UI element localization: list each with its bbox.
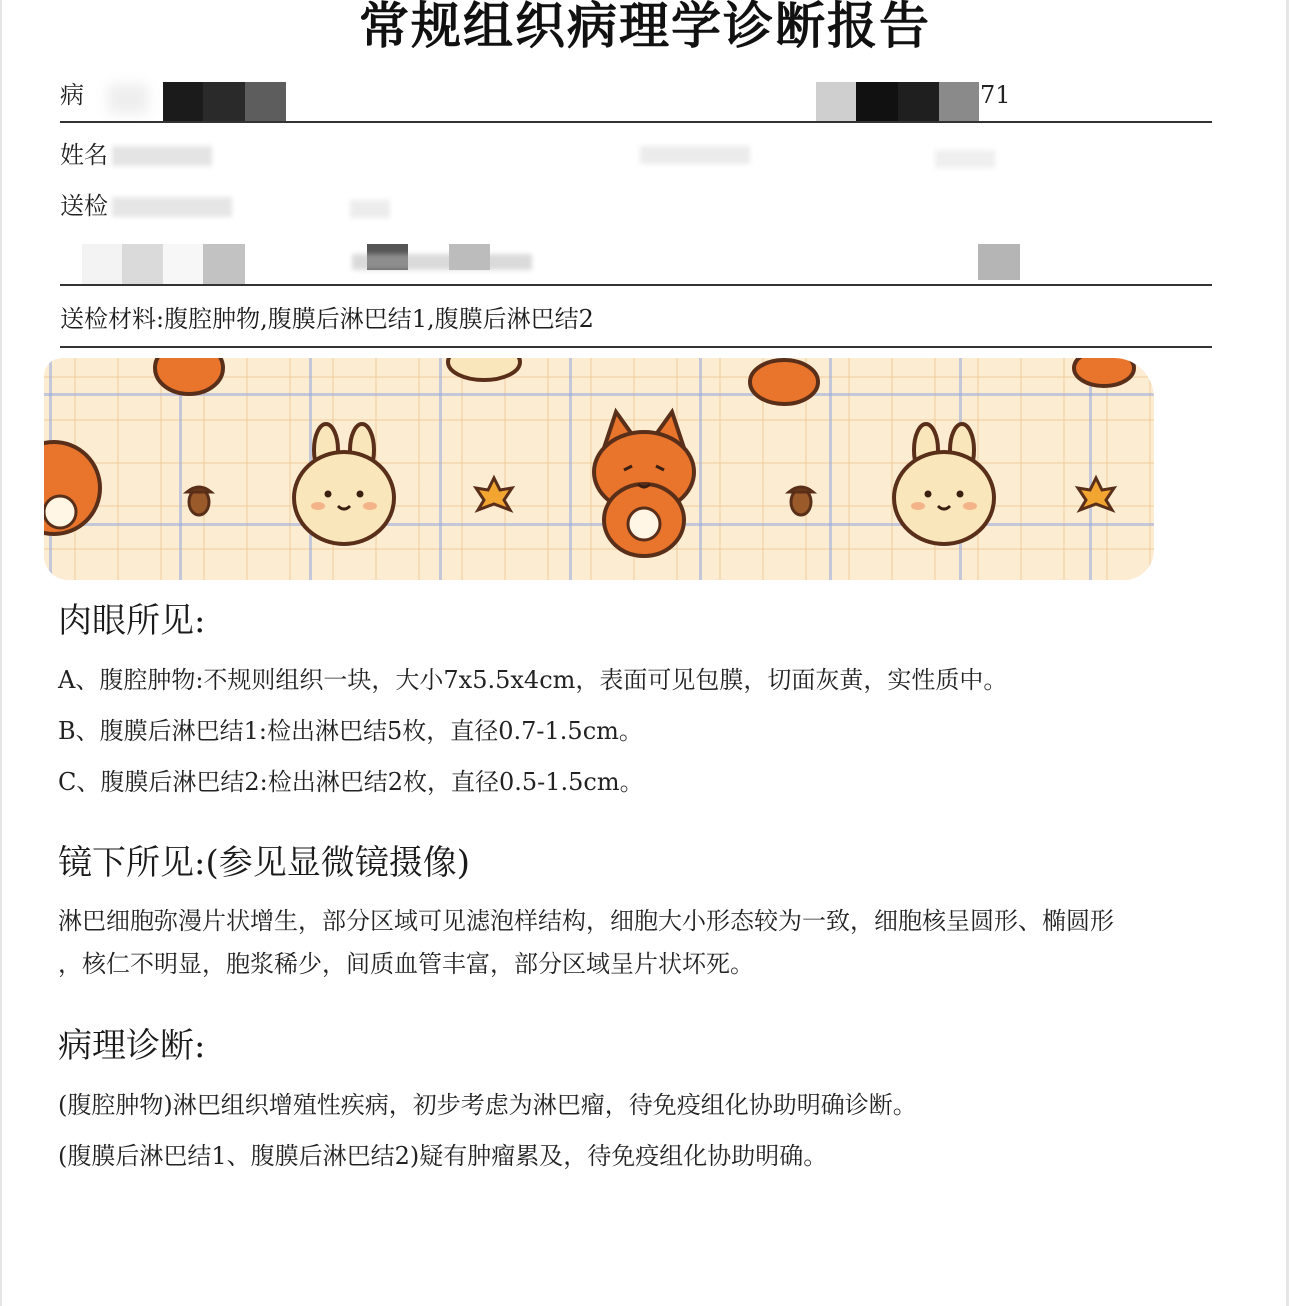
redaction-block	[856, 82, 898, 121]
redaction-blur	[108, 84, 148, 114]
maple-leaf-icon	[1078, 478, 1114, 510]
acorn-icon	[187, 487, 211, 515]
gross-item-c: C、腹膜后淋巴结2:检出淋巴结2枚，直径0.5-1.5cm。	[58, 768, 644, 796]
fox-icon	[44, 442, 100, 534]
redaction-block	[898, 82, 939, 121]
redaction-blur	[640, 146, 750, 164]
gross-item-b: B、腹膜后淋巴结1:检出淋巴结5枚，直径0.7-1.5cm。	[58, 717, 643, 745]
microscopy-line-1: 淋巴细胞弥漫片状增生，部分区域可见滤泡样结构，细胞大小形态较为一致，细胞核呈圆形、椭圆形	[58, 907, 1114, 935]
microscopy-heading: 镜下所见:(参见显微镜摄像)	[58, 843, 470, 883]
redaction-block	[82, 244, 122, 284]
redaction-block	[449, 244, 490, 270]
submitted-material: 送检材料:腹腔肿物,腹膜后淋巴结1,腹膜后淋巴结2	[60, 305, 594, 333]
redaction-block	[245, 82, 286, 121]
fox-icon	[155, 358, 223, 394]
bunny-icon	[294, 424, 394, 544]
header-right-fragment: 71	[980, 81, 1011, 109]
header-label-name: 姓名	[60, 141, 108, 169]
redaction-block	[203, 82, 245, 121]
diagnosis-heading: 病理诊断:	[58, 1026, 206, 1066]
header-label-row1: 病	[60, 81, 84, 109]
maple-leaf-icon	[476, 478, 512, 510]
diagnosis-line-1: (腹腔肿物)淋巴组织增殖性疾病，初步考虑为淋巴瘤，待免疫组化协助明确诊断。	[58, 1091, 917, 1119]
report-title: 常规组织病理学诊断报告	[359, 0, 931, 55]
fox-icon	[1074, 358, 1134, 386]
redaction-block	[163, 82, 203, 121]
bunny-icon	[448, 358, 520, 380]
redaction-block	[978, 244, 1020, 280]
gross-item-a: A、腹腔肿物:不规则组织一块，大小7x5.5x4cm，表面可见包膜，切面灰黄，实性质中。	[58, 666, 1008, 694]
redaction-block	[203, 244, 245, 284]
sticker-artwork	[44, 358, 1154, 580]
redaction-blur	[352, 254, 532, 270]
redaction-block	[816, 82, 856, 121]
redaction-block	[939, 82, 979, 121]
header-label-submit: 送检	[60, 192, 108, 220]
microscopy-line-2: ，核仁不明显，胞浆稀少，间质血管丰富，部分区域呈片状坏死。	[58, 950, 754, 978]
page-edge-right	[1286, 0, 1289, 1306]
cartoon-sticker-overlay	[44, 358, 1154, 580]
redaction-block	[163, 244, 203, 284]
redaction-blur	[112, 146, 212, 166]
diagnosis-line-2: (腹膜后淋巴结1、腹膜后淋巴结2)疑有肿瘤累及，待免疫组化协助明确。	[58, 1142, 828, 1170]
bunny-icon	[894, 424, 994, 544]
fox-icon	[594, 412, 694, 556]
redaction-blur	[350, 200, 390, 218]
fox-icon	[750, 360, 818, 404]
divider-line	[60, 346, 1212, 348]
redaction-block	[122, 244, 163, 284]
redaction-blur	[935, 150, 995, 168]
page-edge-left	[0, 0, 2, 1306]
acorn-icon	[789, 487, 813, 515]
redaction-blur	[112, 197, 232, 217]
gross-heading: 肉眼所见:	[58, 601, 206, 641]
divider-line	[60, 121, 1212, 123]
divider-line	[60, 284, 1212, 286]
